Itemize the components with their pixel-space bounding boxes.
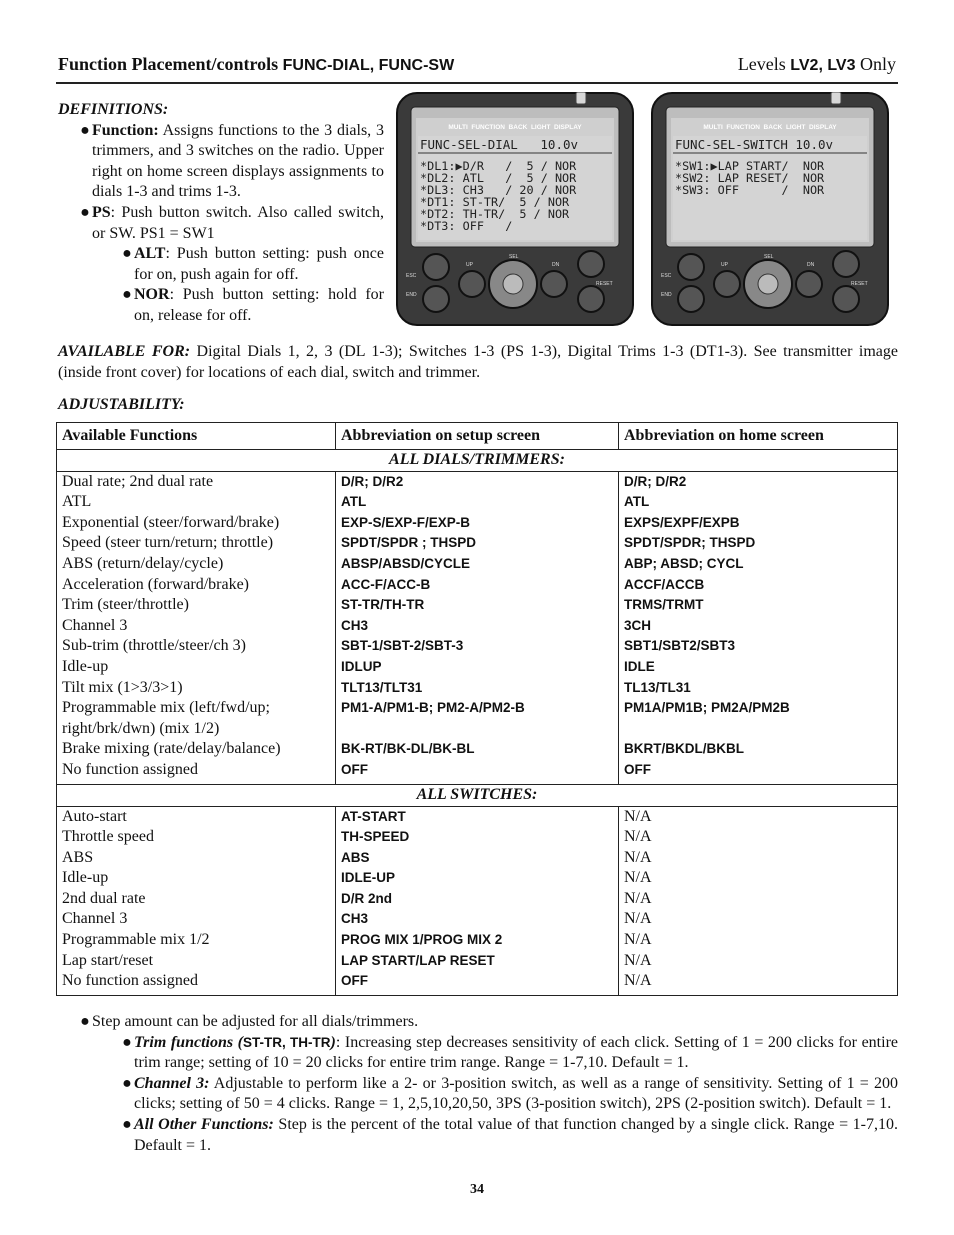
function-term: Function: — [92, 121, 159, 139]
table-row — [57, 616, 898, 637]
home-abbreviation-cell: N/A — [624, 807, 652, 825]
home-abbreviation-cell: ACCF/ACCB — [624, 576, 705, 592]
svg-text:END: END — [661, 292, 672, 298]
svg-text:ESC: ESC — [661, 273, 672, 279]
table-body — [57, 450, 898, 996]
table-row — [57, 533, 898, 554]
setup-abbreviation-cell: PROG MIX 1/PROG MIX 2 — [341, 932, 503, 948]
function-name-cell: Idle-up — [62, 657, 109, 675]
svg-text:DN: DN — [807, 262, 815, 268]
home-abbreviation-cell: N/A — [624, 889, 652, 907]
lcd-left-title: FUNC-SEL-DIAL 10.0v — [420, 137, 579, 152]
setup-abbreviation-cell: ACC-F/ACC-B — [341, 576, 431, 592]
table-row — [57, 848, 898, 869]
definitions-heading: DEFINITIONS: — [58, 101, 169, 118]
transmitter-screen-func-dial — [396, 92, 634, 326]
column-header: Abbreviation on setup screen — [336, 423, 619, 450]
table-row — [57, 595, 898, 616]
alt-term: ALT — [134, 245, 166, 263]
lcd-left-line-3: *DL3: CH3 / 20 / NOR — [420, 183, 577, 197]
function-name-cell: Brake mixing (rate/delay/balance) — [62, 740, 281, 758]
nor-text: : Push button setting: hold for on, release for off. — [134, 286, 384, 324]
table-row — [57, 554, 898, 575]
lcd-left-line-4: *DT1: ST-TR/ 5 / NOR — [420, 195, 570, 209]
function-name-cell: Speed (steer turn/return; throttle) — [62, 534, 274, 552]
setup-abbreviation-cell: IDLE-UP — [341, 870, 395, 886]
button-dn[interactable] — [541, 271, 567, 297]
button-esc[interactable] — [678, 254, 704, 280]
function-name-cell: Channel 3 — [62, 910, 128, 928]
button-esc[interactable] — [423, 254, 449, 280]
setup-abbreviation-cell: CH3 — [341, 911, 369, 927]
function-name-cell: Dual rate; 2nd dual rate — [62, 472, 214, 490]
definition-nor: ● NOR: Push button setting: hold for on, release for off. — [122, 286, 384, 324]
page-number: 34 — [470, 1182, 484, 1197]
note-trim: ● Trim functions (ST-TR, TH-TR): Increasing step decreases sensitivity of each click. Setting of 1 = 200 clicks for entire trim range; setting of 10 = 20 clicks for entire trim range. Range = 1-7,10. Default = 1. — [122, 1033, 898, 1072]
function-name-cell: ATL — [62, 493, 92, 511]
function-name-cell: Tilt mix (1>3/3>1) — [62, 678, 183, 696]
notes-section — [58, 1012, 898, 1156]
lcd-right-line-2: *SW2: LAP RESET/ NOR — [675, 171, 825, 185]
home-abbreviation-cell: 3CH — [624, 617, 652, 633]
transmitter-screen-dial-image — [396, 92, 634, 326]
table-row — [57, 698, 898, 739]
home-abbreviation-cell: SPDT/SPDR; THSPD — [624, 535, 756, 551]
column-header: Available Functions — [57, 423, 336, 450]
setup-abbreviation-cell: ST-TR/TH-TR — [341, 597, 425, 613]
setup-abbreviation-cell: ATL — [341, 494, 367, 510]
function-name-cell: 2nd dual rate — [62, 889, 146, 907]
home-abbreviation-cell: D/R; D/R2 — [624, 473, 687, 489]
lcd-left-banner: MULTI FUNCTION BACK LIGHT DISPLAY — [448, 124, 582, 131]
function-name-cell: Sub-trim (throttle/steer/ch 3) — [62, 637, 246, 655]
definitions-section — [58, 100, 384, 327]
table-row — [57, 868, 898, 889]
levels-suffix: Only — [860, 54, 896, 74]
table-row — [57, 636, 898, 657]
note-channel3: ● Channel 3: Adjustable to perform like a 2- or 3-position switch, as well as a range of sensitivity. Setting of 1 = 200 clicks; setting of 50 = 4 clicks. Range = 1, 2,5,10,20,50, 3PS (3-position switch), 2PS (2-position switch). Default = 1. — [122, 1074, 899, 1113]
home-abbreviation-cell: N/A — [624, 951, 652, 969]
function-text: Assigns functions to the 3 dials, 3 trimmers, and 3 switches on the radio. Upper right on home screen displays assignments to dials 1-3 and trims 1-3. — [92, 121, 385, 201]
table-row — [57, 575, 898, 596]
header-subtitle: FUNC-DIAL, FUNC-SW — [282, 57, 455, 74]
page-header-title — [58, 54, 454, 75]
home-abbreviation-cell: PM1A/PM1B; PM2A/PM2B — [624, 700, 790, 716]
table-row — [57, 951, 898, 972]
home-abbreviation-cell: OFF — [624, 761, 651, 777]
setup-abbreviation-cell: IDLUP — [341, 658, 382, 674]
button-end[interactable] — [423, 286, 449, 312]
lcd-right-line-3: *SW3: OFF / NOR — [675, 183, 825, 197]
home-abbreviation-cell: ATL — [624, 494, 650, 510]
levels-prefix: Levels — [737, 54, 786, 74]
setup-abbreviation-cell: ABSP/ABSD/CYCLE — [341, 555, 471, 571]
definition-ps: ● PS: Push button switch. Also called switch, or SW. PS1 = SW1 — [80, 203, 384, 242]
home-abbreviation-cell: N/A — [624, 972, 652, 990]
table-row — [57, 760, 898, 785]
lcd-right-banner: MULTI FUNCTION BACK LIGHT DISPLAY — [703, 124, 837, 131]
setup-abbreviation-cell: CH3 — [341, 617, 369, 633]
table-row — [57, 739, 898, 760]
header-title: Function Placement/controls — [58, 54, 279, 74]
table-row — [57, 471, 898, 492]
adjustability-heading: ADJUSTABILITY: — [58, 396, 185, 413]
home-abbreviation-cell: TL13/TL31 — [624, 679, 691, 695]
header-divider — [56, 82, 898, 84]
section-heading: ALL DIALS/TRIMMERS: — [57, 450, 898, 472]
button-minus[interactable] — [578, 286, 604, 312]
svg-text:END: END — [406, 292, 417, 298]
lcd-right-line-1: *SW1:▶LAP START/ NOR — [675, 159, 825, 173]
table-row — [57, 971, 898, 996]
home-abbreviation-cell: ABP; ABSD; CYCL — [624, 555, 744, 571]
button-plus[interactable] — [833, 251, 859, 277]
function-name-cell: Lap start/reset — [62, 951, 154, 969]
table-row — [57, 657, 898, 678]
setup-abbreviation-cell: D/R; D/R2 — [341, 473, 404, 489]
functions-table — [56, 422, 898, 996]
ps-term: PS — [92, 203, 111, 221]
lcd-right-title: FUNC-SEL-SWITCH 10.0v — [675, 137, 834, 152]
transmitter-screen-switch-image — [651, 92, 889, 326]
function-name-cell: Acceleration (forward/brake) — [62, 575, 249, 593]
setup-abbreviation-cell: OFF — [341, 973, 368, 989]
function-name-cell: Auto-start — [62, 807, 127, 825]
home-abbreviation-cell: TRMS/TRMT — [624, 597, 704, 613]
setup-abbreviation-cell: PM1-A/PM1-B; PM2-A/PM2-B — [341, 700, 525, 716]
function-name-cell: ABS (return/delay/cycle) — [62, 554, 224, 572]
home-abbreviation-cell: N/A — [624, 848, 652, 866]
svg-text:UP: UP — [721, 262, 728, 268]
table-row — [57, 678, 898, 699]
available-for-paragraph — [58, 341, 898, 383]
function-name-cell: Programmable mix (left/fwd/up; right/brk/dwn) (mix 1/2) — [62, 699, 270, 737]
setup-abbreviation-cell: ABS — [341, 849, 370, 865]
setup-abbreviation-cell: OFF — [341, 761, 368, 777]
function-name-cell: No function assigned — [62, 760, 198, 778]
lcd-left-line-2: *DL2: ATL / 5 / NOR — [420, 171, 577, 185]
home-abbreviation-cell: EXPS/EXPF/EXPB — [624, 514, 740, 530]
note-step: ● Step amount can be adjusted for all dials/trimmers. — [80, 1013, 419, 1030]
definition-function: ● Function: Assigns functions to the 3 dials, 3 trimmers, and 3 switches on the radio. Upper right on home screen displays assignments to dials 1-3 and trims 1-3. — [80, 121, 385, 201]
function-name-cell: No function assigned — [62, 972, 198, 990]
home-abbreviation-cell: N/A — [624, 931, 652, 949]
svg-text:UP: UP — [466, 262, 473, 268]
setup-abbreviation-cell: AT-START — [341, 808, 406, 824]
button-minus[interactable] — [833, 286, 859, 312]
lcd-left-line-1: *DL1:▶D/R / 5 / NOR — [420, 159, 577, 173]
button-dn[interactable] — [796, 271, 822, 297]
function-name-cell: Exponential (steer/forward/brake) — [62, 513, 280, 531]
table-header-row — [57, 423, 898, 450]
svg-text:ESC: ESC — [406, 273, 417, 279]
setup-abbreviation-cell: LAP START/LAP RESET — [341, 952, 495, 968]
definition-alt: ● ALT: Push button setting: push once for on, push again for off. — [122, 245, 384, 283]
function-name-cell: Programmable mix 1/2 — [62, 931, 210, 949]
table-row — [57, 827, 898, 848]
table-row — [57, 889, 898, 910]
home-abbreviation-cell: N/A — [624, 869, 652, 887]
setup-abbreviation-cell: EXP-S/EXP-F/EXP-B — [341, 514, 471, 530]
setup-abbreviation-cell: TH-SPEED — [341, 829, 410, 845]
page-header-levels — [738, 54, 896, 75]
table-row — [57, 930, 898, 951]
svg-text:RESET: RESET — [596, 281, 613, 287]
setup-abbreviation-cell: TLT13/TLT31 — [341, 679, 423, 695]
button-end[interactable] — [678, 286, 704, 312]
home-abbreviation-cell: N/A — [624, 828, 652, 846]
function-name-cell: Trim (steer/throttle) — [62, 596, 189, 614]
button-up[interactable] — [459, 271, 485, 297]
function-name-cell: Idle-up — [62, 869, 109, 887]
available-text: Digital Dials 1, 2, 3 (DL 1-3); Switches 1-3 (PS 1-3), Digital Trims 1-3 (DT1-3). See transmitter image (inside front cover) for locations of each dial, switch and trimmer. — [58, 343, 899, 381]
transmitter-screen-func-switch — [651, 92, 889, 326]
function-name-cell: Channel 3 — [62, 616, 128, 634]
setup-abbreviation-cell: SPDT/SPDR ; THSPD — [341, 535, 477, 551]
function-name-cell: ABS — [62, 848, 94, 866]
svg-text:SEL: SEL — [509, 254, 519, 260]
home-abbreviation-cell: SBT1/SBT2/SBT3 — [624, 638, 736, 654]
column-header: Abbreviation on home screen — [619, 423, 898, 450]
button-up[interactable] — [714, 271, 740, 297]
note-other: ● All Other Functions: Step is the percent of the total value of that function changed by a single click. Range = 1-7,10. Default = 1. — [122, 1115, 899, 1154]
home-abbreviation-cell: BKRT/BKDL/BKBL — [624, 741, 744, 757]
levels-value: LV2, LV3 — [790, 57, 856, 74]
function-name-cell: Throttle speed — [62, 828, 154, 846]
home-abbreviation-cell: N/A — [624, 910, 652, 928]
svg-text:SEL: SEL — [764, 254, 774, 260]
table-row — [57, 492, 898, 513]
nor-term: NOR — [134, 286, 170, 304]
section-heading: ALL SWITCHES: — [57, 784, 898, 806]
table-row — [57, 806, 898, 827]
svg-text:DN: DN — [552, 262, 560, 268]
table-row — [57, 513, 898, 534]
lcd-left-line-6: *DT3: OFF / — [420, 219, 513, 233]
setup-abbreviation-cell: BK-RT/BK-DL/BK-BL — [341, 741, 475, 757]
table-section-row — [57, 784, 898, 806]
alt-text: : Push button setting: push once for on, push again for off. — [134, 245, 384, 283]
table-row — [57, 909, 898, 930]
svg-text:RESET: RESET — [851, 281, 868, 287]
setup-abbreviation-cell: D/R 2nd — [341, 890, 393, 906]
button-plus[interactable] — [578, 251, 604, 277]
home-abbreviation-cell: IDLE — [624, 658, 655, 674]
lcd-left-line-5: *DT2: TH-TR/ 5 / NOR — [420, 207, 570, 221]
available-heading: AVAILABLE FOR: — [58, 343, 191, 360]
ps-text: : Push button switch. Also called switch, or SW. PS1 = SW1 — [92, 203, 384, 242]
table-section-row — [57, 450, 898, 472]
setup-abbreviation-cell: SBT-1/SBT-2/SBT-3 — [341, 638, 464, 654]
